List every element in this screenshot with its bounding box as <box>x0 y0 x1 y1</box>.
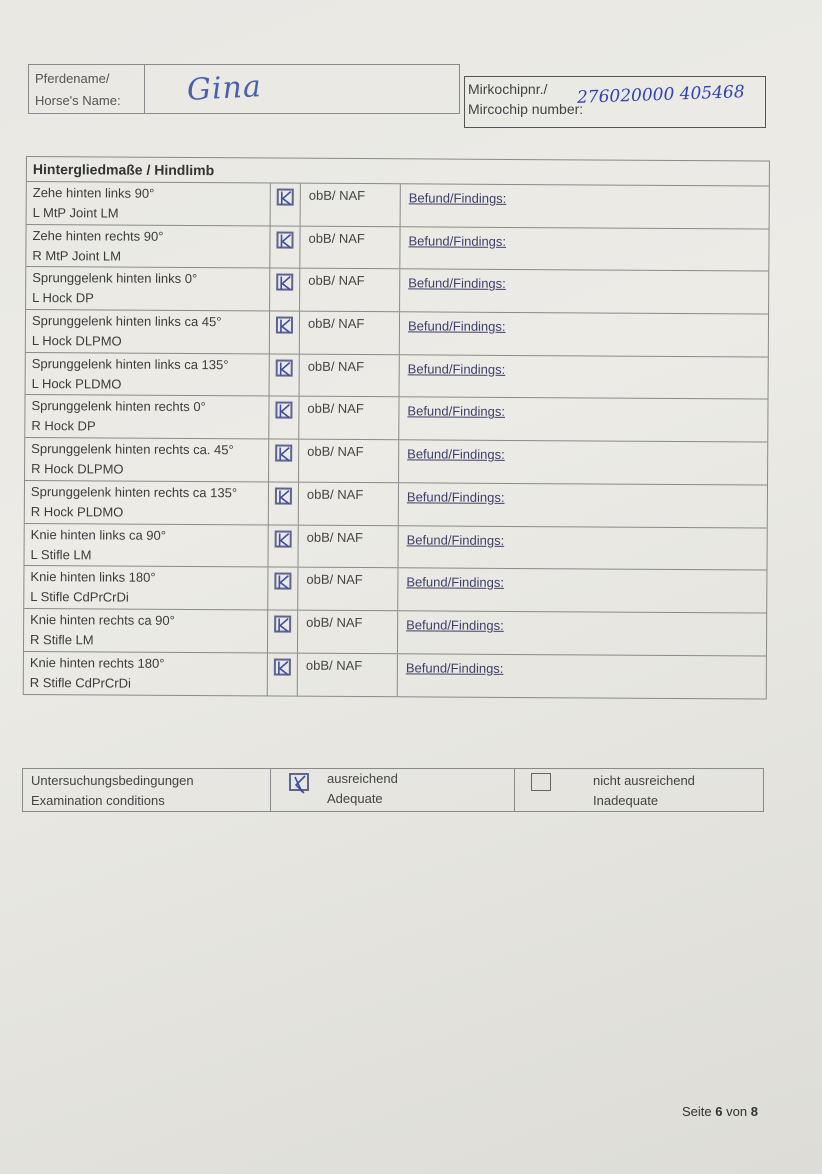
checkbox-cell <box>270 226 300 268</box>
conditions-label <box>23 769 271 811</box>
view-label-en: L Stifle LM <box>30 546 92 562</box>
view-label <box>24 652 268 696</box>
page-total: 8 <box>750 1104 758 1119</box>
findings-label: Befund/Findings: <box>408 275 506 292</box>
naf-checkbox[interactable] <box>274 573 291 590</box>
naf-label: obB/ NAF <box>300 269 400 311</box>
findings-label: Befund/Findings: <box>408 190 507 206</box>
findings-label: Befund/Findings: <box>407 318 506 334</box>
checkbox-cell <box>268 653 298 696</box>
check-mark-icon <box>289 773 309 795</box>
view-label-en: R Stifle CdPrCrDi <box>29 674 131 691</box>
naf-checkbox[interactable] <box>276 231 293 248</box>
view-label-de: Sprunggelenk hinten links ca 135° <box>31 355 229 372</box>
page-number <box>682 1104 758 1119</box>
naf-label: obB/ NAF <box>298 525 398 567</box>
table-row <box>26 267 768 314</box>
table-row <box>26 353 768 400</box>
horse-name-handwritten: Gina <box>186 69 263 108</box>
view-label <box>26 225 270 268</box>
microchip-handwritten: 276020000 405468 <box>576 82 745 108</box>
checkbox-cell <box>268 610 298 652</box>
checkbox-cell <box>269 440 299 482</box>
page-current: 6 <box>715 1104 723 1119</box>
adequate-label-en: Adequate <box>327 791 383 806</box>
inadequate-cell <box>515 769 763 811</box>
check-mark-icon <box>276 403 293 420</box>
view-label-de: Sprunggelenk hinten links ca 45° <box>31 313 222 330</box>
check-mark-icon <box>277 360 294 377</box>
check-mark-icon <box>278 190 295 207</box>
checkbox-cell <box>271 183 301 225</box>
checkbox-cell <box>270 354 300 396</box>
checkbox-cell <box>268 568 298 610</box>
check-mark-icon <box>277 318 294 335</box>
findings-label: Befund/Findings: <box>407 361 506 377</box>
microchip-label-en: Mircochip number: <box>468 101 584 117</box>
hindlimb-table <box>23 156 770 700</box>
view-label <box>27 182 271 225</box>
view-label-de: Sprunggelenk hinten rechts ca. 45° <box>31 441 234 458</box>
check-mark-icon <box>276 531 293 548</box>
horse-name-box <box>28 64 460 114</box>
naf-label: obB/ NAF <box>300 354 400 396</box>
view-label-de: Knie hinten links 180° <box>30 569 156 585</box>
view-label <box>25 438 269 481</box>
check-mark-icon <box>277 232 294 249</box>
table-row <box>24 652 766 699</box>
view-label <box>26 267 270 310</box>
naf-label: obB/ NAF <box>299 440 399 482</box>
findings-label: Befund/Findings: <box>406 617 504 633</box>
view-label-en: L Stifle CdPrCrDi <box>30 589 129 605</box>
view-label <box>26 353 270 396</box>
horse-name-label-de: Pferdename/ <box>35 71 110 86</box>
check-mark-icon <box>276 488 293 505</box>
view-label <box>25 523 269 566</box>
naf-label: obB/ NAF <box>301 184 401 226</box>
page-middle: von <box>726 1104 748 1119</box>
view-label-de: Sprunggelenk hinten links 0° <box>32 270 198 287</box>
findings-label: Befund/Findings: <box>406 574 505 591</box>
view-label-de: Knie hinten rechts 180° <box>29 654 165 671</box>
view-label-en: R MtP Joint LM <box>32 247 122 264</box>
naf-label: obB/ NAF <box>300 312 400 354</box>
findings-cell[interactable] <box>398 654 766 711</box>
findings-label: Befund/Findings: <box>405 659 504 676</box>
checkbox-cell <box>269 397 299 439</box>
naf-label: obB/ NAF <box>299 482 399 524</box>
naf-label: obB/ NAF <box>298 653 398 696</box>
table-row <box>24 609 766 656</box>
naf-label: obB/ NAF <box>298 611 398 653</box>
check-mark-icon <box>275 574 292 591</box>
naf-checkbox[interactable] <box>275 402 292 419</box>
table-row <box>25 395 767 442</box>
table-row <box>25 481 767 528</box>
naf-checkbox[interactable] <box>276 359 293 376</box>
view-label <box>25 395 269 438</box>
conditions-label-en: Examination conditions <box>31 793 165 808</box>
naf-label: obB/ NAF <box>298 568 398 610</box>
findings-label: Befund/Findings: <box>406 531 505 548</box>
view-label-de: Sprunggelenk hinten rechts 0° <box>31 398 206 415</box>
naf-checkbox[interactable] <box>276 274 293 291</box>
view-label-en: L Hock DLPMO <box>31 333 122 349</box>
adequate-label-de: ausreichend <box>327 771 398 786</box>
view-label-de: Knie hinten links ca 90° <box>30 526 167 543</box>
microchip-box <box>464 76 766 128</box>
view-label-en: R Hock PLDMO <box>30 503 124 520</box>
view-label-de: Zehe hinten rechts 90° <box>32 227 164 244</box>
naf-checkbox[interactable] <box>274 615 291 632</box>
conditions-table <box>22 768 764 812</box>
inadequate-label-en: Inadequate <box>593 793 659 808</box>
check-mark-icon <box>275 616 292 633</box>
checkbox-cell <box>270 312 300 354</box>
naf-checkbox[interactable] <box>275 487 292 504</box>
naf-checkbox[interactable] <box>276 317 293 334</box>
naf-label: obB/ NAF <box>300 226 400 268</box>
check-mark-icon <box>275 659 292 676</box>
inadequate-checkbox[interactable] <box>531 773 551 791</box>
adequate-checkbox[interactable] <box>289 773 309 791</box>
view-label <box>25 481 269 524</box>
view-label-de: Zehe hinten links 90° <box>32 185 155 201</box>
checkbox-cell <box>270 269 300 311</box>
horse-name-label <box>29 65 145 113</box>
findings-label: Befund/Findings: <box>407 403 506 420</box>
view-label-de: Sprunggelenk hinten rechts ca 135° <box>30 483 238 501</box>
microchip-label-de: Mirkochipnr./ <box>468 81 548 97</box>
findings-label: Befund/Findings: <box>407 446 505 463</box>
view-label-en: R Hock DP <box>31 418 96 434</box>
checkbox-cell <box>269 482 299 524</box>
page-prefix: Seite <box>682 1104 712 1119</box>
table-row <box>26 310 768 357</box>
inadequate-label-de: nicht ausreichend <box>593 773 695 788</box>
findings-label: Befund/Findings: <box>408 233 507 249</box>
table-row <box>26 225 768 272</box>
table-rows <box>24 182 769 699</box>
table-row <box>27 182 769 229</box>
naf-label: obB/ NAF <box>299 397 399 439</box>
naf-checkbox[interactable] <box>274 658 291 675</box>
findings-label: Befund/Findings: <box>406 489 505 505</box>
view-label <box>26 310 270 353</box>
check-mark-icon <box>276 446 293 463</box>
checkbox-cell <box>268 525 298 567</box>
naf-checkbox[interactable] <box>275 530 292 547</box>
view-label-en: L Hock PLDMO <box>31 375 122 392</box>
view-label <box>24 609 268 652</box>
adequate-cell <box>271 769 515 811</box>
check-mark-icon <box>277 275 294 292</box>
horse-name-label-en: Horse's Name: <box>35 93 121 108</box>
view-label-en: R Hock DLPMO <box>31 461 124 477</box>
conditions-label-de: Untersuchungsbedingungen <box>31 773 194 788</box>
view-label-en: R Stifle LM <box>30 631 94 648</box>
naf-checkbox[interactable] <box>277 189 294 206</box>
view-label-en: L Hock DP <box>32 290 94 306</box>
table-row <box>24 523 766 570</box>
table-row <box>24 566 766 613</box>
table-row <box>25 438 767 485</box>
table-title: Hintergliedmaße / Hindlimb <box>27 157 769 187</box>
view-label-de: Knie hinten rechts ca 90° <box>30 611 175 628</box>
naf-checkbox[interactable] <box>275 445 292 462</box>
view-label-en: L MtP Joint LM <box>32 205 119 221</box>
view-label <box>24 566 268 609</box>
